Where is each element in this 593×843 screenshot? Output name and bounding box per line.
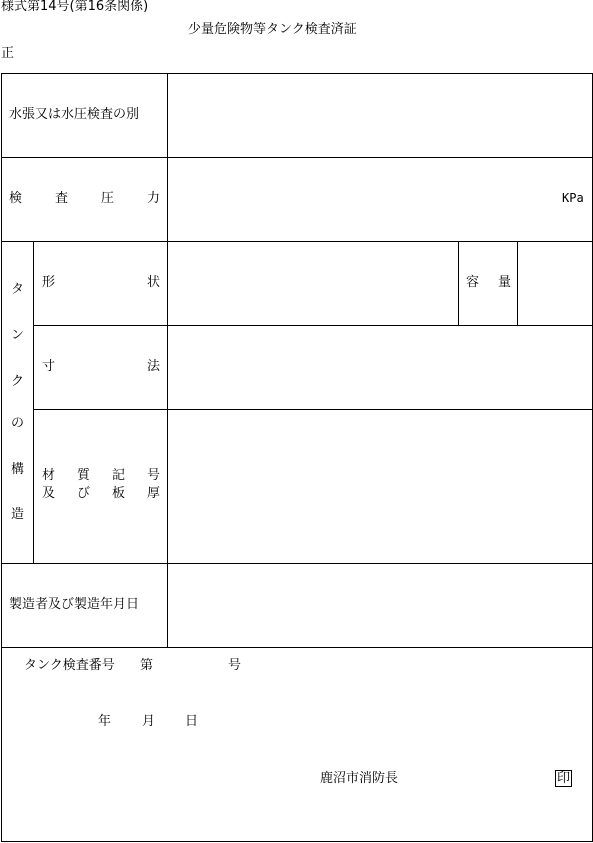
- pressure-label-char: 査: [54, 191, 68, 206]
- capacity-label-right: [517, 241, 518, 325]
- capacity-label-char: 量: [497, 275, 511, 290]
- material-label-char: 質: [76, 468, 90, 483]
- tank-side-char: の: [11, 416, 25, 431]
- material-label-char: 記: [111, 468, 125, 483]
- inspection-number-suffix: 号: [228, 658, 242, 673]
- issuer-name: 鹿沼市消防長: [320, 771, 399, 786]
- material-field[interactable]: [175, 478, 585, 494]
- tank-side-divider: [33, 241, 34, 563]
- row-divider-6: [1, 647, 593, 648]
- inspection-type-label: 水張又は水圧検査の別: [9, 107, 140, 122]
- table-border-left: [1, 73, 2, 842]
- capacity-label-left: [458, 241, 459, 325]
- row-divider-2: [1, 241, 593, 242]
- table-border-top: [1, 73, 593, 74]
- capacity-field[interactable]: [522, 276, 586, 292]
- pressure-label: [9, 192, 160, 205]
- capacity-label-char: 容: [466, 275, 480, 290]
- manufacturer-field[interactable]: [175, 598, 585, 614]
- seal-mark: 印: [557, 771, 571, 786]
- tank-side-char: 構: [11, 462, 25, 477]
- tank-side-char: ク: [11, 374, 25, 389]
- shape-label-char: 状: [146, 275, 160, 290]
- material-label-char: 及: [42, 486, 56, 501]
- material-label-char: 厚: [146, 486, 160, 501]
- inspection-number-field[interactable]: [158, 657, 224, 673]
- pressure-unit: KPa: [562, 191, 584, 205]
- dimensions-label-char: 法: [146, 359, 160, 374]
- dimensions-field[interactable]: [175, 360, 585, 376]
- material-label-line2: [42, 487, 160, 500]
- inspection-type-field[interactable]: [175, 108, 585, 124]
- material-label-char: び: [76, 486, 90, 501]
- tank-side-char: ン: [11, 328, 25, 343]
- pressure-label-char: 力: [146, 191, 160, 206]
- shape-label: [42, 276, 160, 289]
- pressure-label-char: 圧: [100, 191, 114, 206]
- shape-label-char: 形: [42, 275, 56, 290]
- copy-mark: 正: [1, 46, 15, 61]
- manufacturer-label: 製造者及び製造年月日: [9, 597, 140, 612]
- row-divider-3: [33, 325, 593, 326]
- row-divider-1: [1, 157, 593, 158]
- pressure-field[interactable]: [175, 192, 545, 208]
- dimensions-label-char: 寸: [42, 359, 56, 374]
- shape-field[interactable]: [175, 276, 450, 292]
- material-label-line1: [42, 469, 160, 482]
- tank-inspection-number-label: タンク検査番号: [24, 658, 115, 673]
- date-year-label: 年: [98, 714, 112, 729]
- date-day-label: 日: [185, 714, 199, 729]
- material-label-char: 板: [111, 486, 125, 501]
- tank-side-char: 造: [11, 507, 25, 522]
- material-label-char: 材: [42, 468, 56, 483]
- dimensions-label: [42, 360, 160, 373]
- capacity-label: [466, 276, 511, 289]
- material-label-char: 号: [146, 468, 160, 483]
- inspection-number-prefix: 第: [140, 658, 154, 673]
- page-title: 少量危険物等タンク検査済証: [188, 22, 357, 37]
- row-divider-5: [1, 563, 593, 564]
- label-column-divider: [167, 73, 168, 647]
- tank-side-char: タ: [11, 282, 25, 297]
- form-number: 様式第14号(第16条関係): [1, 0, 149, 14]
- table-border-bottom: [1, 841, 593, 842]
- pressure-label-char: 検: [9, 191, 23, 206]
- row-divider-4: [33, 409, 593, 410]
- date-month-label: 月: [142, 714, 156, 729]
